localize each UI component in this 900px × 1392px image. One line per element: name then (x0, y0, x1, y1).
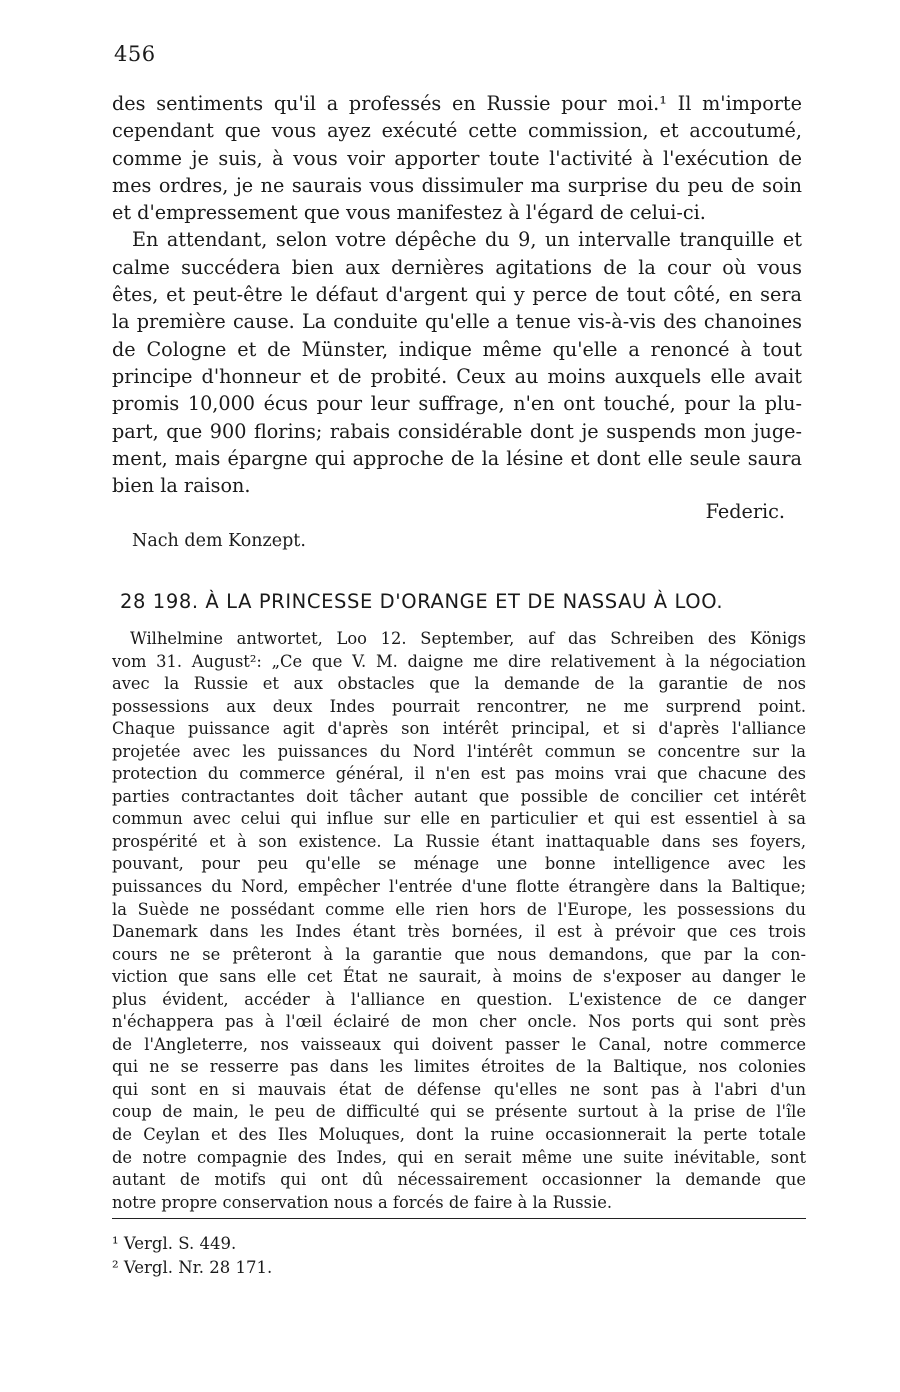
text-line: part, que 900 florins; rabais considérable dont je suspends mon juge- (112, 419, 802, 443)
text-line: qui sont en si mauvais état de défense qu'elles ne sont pas à l'abri d'un (112, 1079, 806, 1099)
text-line: la première cause. La conduite qu'elle a tenue vis-à-vis des chanoines (112, 310, 802, 334)
text-line: prospérité et à son existence. La Russie étant inattaquable dans ses foyers, (112, 831, 806, 851)
page-number: 456 (114, 42, 156, 66)
text-line: de notre compagnie des Indes, qui en serait même une suite inévitable, sont (112, 1147, 806, 1167)
text-line: de Ceylan et des Iles Moluques, dont la ruine occasionnerait la perte totale (112, 1125, 806, 1145)
text-line: notre propre conservation nous a forcés de faire à la Russie. (112, 1192, 613, 1212)
text-line: calme succédera bien aux dernières agitations de la cour où vous (112, 255, 802, 279)
text-line: puissances du Nord, empêcher l'entrée d'une flotte étrangère dans la Baltique; (112, 877, 806, 897)
text-line: cependant que vous ayez exécuté cette commission, et accoutumé, (112, 119, 802, 143)
text-line: vom 31. August²: „Ce que V. M. daigne me dire relativement à la négociation (112, 651, 806, 671)
text-line: cours ne se prêteront à la garantie que nous demandons, que par la con- (112, 944, 806, 964)
text-line: Chaque puissance agit d'après son intérêt principal, et si d'après l'alliance (112, 719, 806, 739)
paragraph-1 (112, 90, 802, 226)
text-line: mes ordres, je ne saurais vous dissimuler ma surprise du peu de soin (112, 173, 802, 197)
text-line: de l'Angleterre, nos vaisseaux qui doivent passer le Canal, notre commerce (112, 1034, 806, 1054)
text-line: qui ne se resserre pas dans les limites étroites de la Baltique, nos colonies (112, 1057, 806, 1077)
text-line: commun avec celui qui influe sur elle en particulier et qui est essentiel à sa (112, 809, 806, 829)
signature: Federic. (705, 500, 785, 523)
footnotes (112, 1232, 272, 1280)
text-line: promis 10,000 écus pour leur suffrage, n'en ont touché, pour la plu- (112, 392, 802, 416)
footnote-1: ¹ Vergl. S. 449. (112, 1234, 237, 1253)
text-line: plus évident, accéder à l'alliance en question. L'existence de ce danger (112, 989, 806, 1009)
text-line: coup de main, le peu de difficulté qui se présente surtout à la prise de l'île (112, 1102, 806, 1122)
text-line: parties contractantes doit tâcher autant que possible de concilier cet intérêt (112, 786, 806, 806)
letter-summary (112, 628, 806, 1214)
text-line: principe d'honneur et de probité. Ceux au moins auxquels elle avait (112, 364, 802, 388)
text-line: pouvant, pour peu qu'elle se ménage une bonne intelligence avec les (112, 854, 806, 874)
text-line: En attendant, selon votre dépêche du 9, un intervalle tranquille et (132, 228, 802, 252)
text-line: êtes, et peut-être le défaut d'argent qui y perce de tout côté, en sera (112, 283, 802, 307)
text-line: avec la Russie et aux obstacles que la demande de la garantie de nos (112, 674, 806, 694)
text-line: comme je suis, à vous voir apporter toute l'activité à l'exécution de (112, 146, 802, 170)
text-line: des sentiments qu'il a professés en Russie pour moi.¹ Il m'importe (112, 92, 802, 115)
text-line: n'échappera pas à l'œil éclairé de mon cher oncle. Nos ports qui sont près (112, 1012, 806, 1032)
text-line: viction que sans elle cet État ne saurait, à moins de s'exposer au danger le (112, 967, 806, 987)
text-line: la Suède ne possédant comme elle rien hors de l'Europe, les possessions du (112, 899, 806, 919)
text-line: Danemark dans les Indes étant très bornées, il est à prévoir que ces trois (112, 922, 806, 942)
text-line: Wilhelmine antwortet, Loo 12. September, auf das Schreiben des Königs (130, 629, 806, 648)
text-line: bien la raison. (112, 474, 251, 498)
footnote-divider (112, 1218, 806, 1219)
text-line: de Cologne et de Münster, indique même qu'elle a renoncé à tout (112, 337, 802, 361)
paragraph-2 (112, 226, 802, 499)
section-heading: 28 198. À LA PRINCESSE D'ORANGE ET DE NASSAU À LOO. (120, 590, 724, 613)
text-line: protection du commerce général, il n'en est pas moins vrai que chacune des (112, 764, 806, 784)
text-line: possessions aux deux Indes pourrait rencontrer, ne me surprend point. (112, 696, 806, 716)
text-line: ment, mais épargne qui approche de la lésine et dont elle seule saura (112, 446, 802, 470)
source-note: Nach dem Konzept. (132, 531, 306, 551)
text-line: et d'empressement que vous manifestez à l'égard de celui-ci. (112, 201, 706, 225)
text-line: projetée avec les puissances du Nord l'intérêt commun se concentre sur la (112, 741, 806, 761)
letter-body (112, 90, 802, 499)
footnote-2: ² Vergl. Nr. 28 171. (112, 1258, 273, 1277)
text-line: autant de motifs qui ont dû nécessairement occasionner la demande que (112, 1170, 806, 1190)
